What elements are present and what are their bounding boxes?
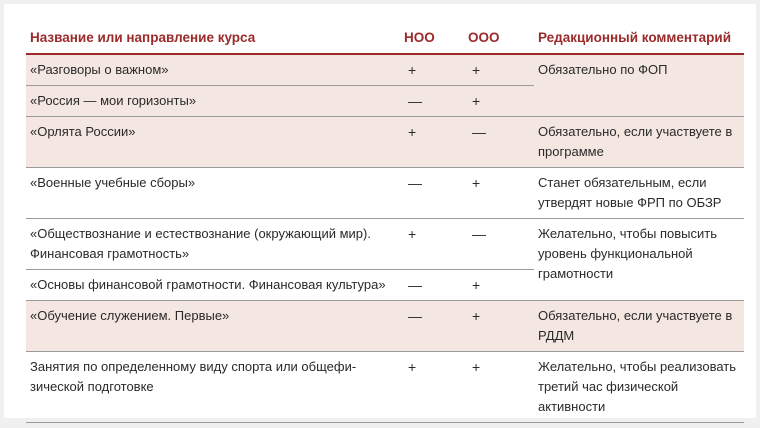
course-table xyxy=(26,24,744,423)
ooo-mark: + xyxy=(464,54,534,86)
table-row xyxy=(26,352,744,423)
course-name: «Обучение служением. Первые» xyxy=(26,301,400,352)
noo-mark: + xyxy=(400,219,464,270)
course-name: «Орлята России» xyxy=(26,117,400,168)
table-row xyxy=(26,168,744,219)
editorial-comment: Желательно, чтобы реализовать третий час физической активности xyxy=(534,352,744,423)
course-name: «Основы финансовой грамотности. Финансовая культура» xyxy=(26,270,400,301)
table-row xyxy=(26,117,744,168)
ooo-mark: + xyxy=(464,301,534,352)
table-row xyxy=(26,54,744,86)
ooo-mark: + xyxy=(464,168,534,219)
course-name: Занятия по определенному виду спорта или общефи-зической подготовке xyxy=(26,352,400,423)
noo-mark: — xyxy=(400,86,464,117)
noo-mark: — xyxy=(400,301,464,352)
noo-mark: + xyxy=(400,54,464,86)
header-comment: Редакционный комментарий xyxy=(534,24,744,54)
table-row xyxy=(26,219,744,270)
table-row xyxy=(26,301,744,352)
header-course: Название или направление курса xyxy=(26,24,400,54)
noo-mark: — xyxy=(400,270,464,301)
noo-mark: + xyxy=(400,352,464,423)
editorial-comment: Станет обязательным, если утвердят новые ФРП по ОБЗР xyxy=(534,168,744,219)
document-page xyxy=(4,4,756,418)
editorial-comment: Обязательно, если участвуете в программе xyxy=(534,117,744,168)
table-header-row xyxy=(26,24,744,54)
header-noo: НОО xyxy=(400,24,464,54)
course-name: «Разговоры о важном» xyxy=(26,54,400,86)
course-name: «Россия — мои горизонты» xyxy=(26,86,400,117)
ooo-mark: + xyxy=(464,86,534,117)
header-ooo: ООО xyxy=(464,24,534,54)
ooo-mark: + xyxy=(464,270,534,301)
ooo-mark: — xyxy=(464,117,534,168)
ooo-mark: + xyxy=(464,352,534,423)
editorial-comment: Желательно, чтобы повысить уровень функциональной грамотности xyxy=(534,219,744,301)
editorial-comment: Обязательно по ФОП xyxy=(534,54,744,117)
course-name: «Военные учебные сборы» xyxy=(26,168,400,219)
editorial-comment: Обязательно, если участвуете в РДДМ xyxy=(534,301,744,352)
course-name: «Обществознание и естествознание (окружающий мир). Финансовая грамотность» xyxy=(26,219,400,270)
ooo-mark: — xyxy=(464,219,534,270)
noo-mark: + xyxy=(400,117,464,168)
noo-mark: — xyxy=(400,168,464,219)
